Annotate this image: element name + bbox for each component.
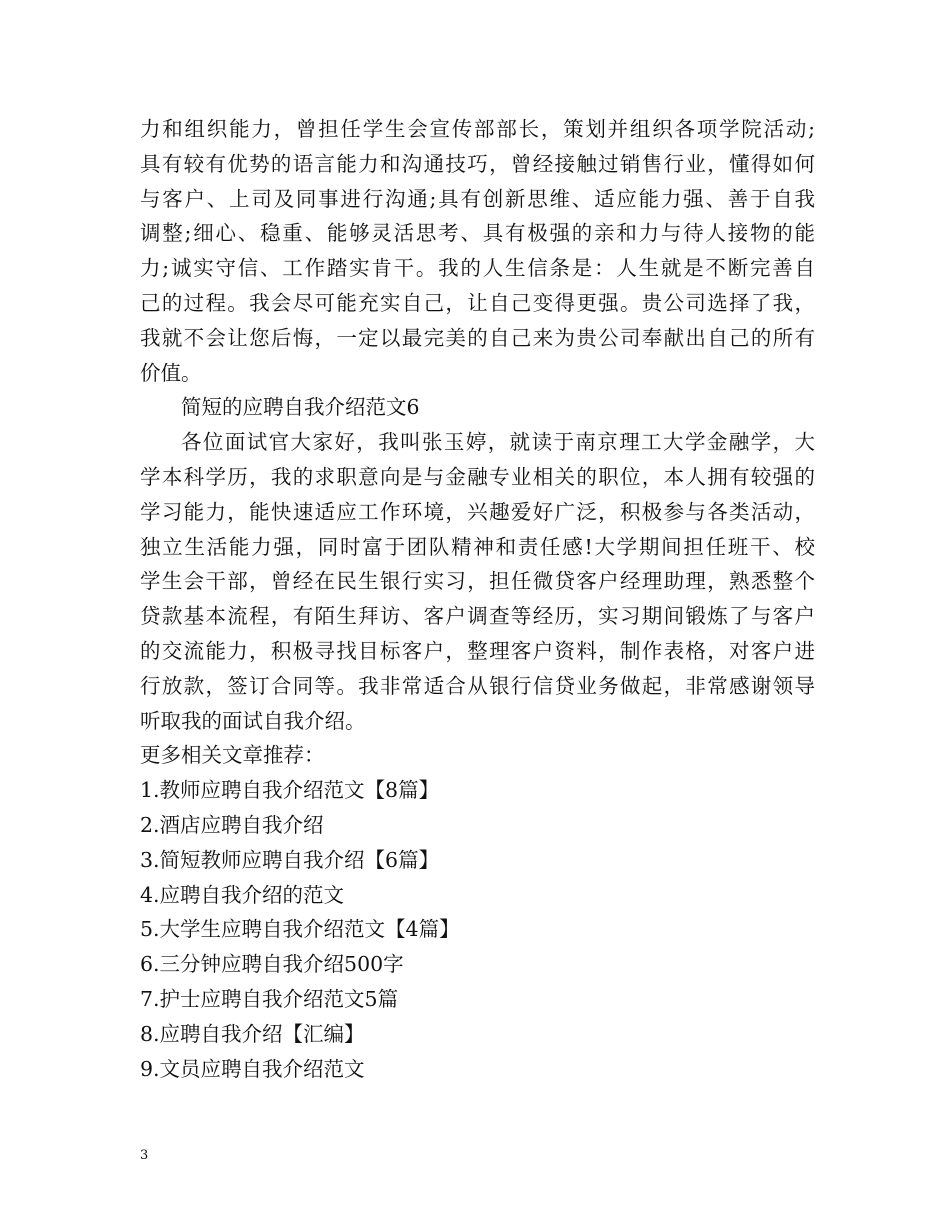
related-article-link[interactable]: 7.护士应聘自我介绍范文5篇 xyxy=(140,986,399,1011)
text-line: 各位面试官大家好，我叫张玉婷，就读于南京理工大学金融学，大 xyxy=(181,430,815,455)
text-line: 力和组织能力，曾担任学生会宣传部部长，策划并组织各项学院活动; xyxy=(140,117,815,141)
text-line: 与客户、上司及同事进行沟通;具有创新思维、适应能力强、善于自我 xyxy=(140,186,815,211)
text-line: 行放款，签订合同等。我非常适合从银行信贷业务做起，非常感谢领导 xyxy=(140,673,815,698)
related-articles-list xyxy=(140,773,815,1086)
related-article-link[interactable]: 5.大学生应聘自我介绍范文【4篇】 xyxy=(140,917,460,942)
related-heading: 更多相关文章推荐： xyxy=(140,743,325,768)
related-article-link[interactable]: 4.应聘自我介绍的范文 xyxy=(140,882,345,907)
text-line: 我就不会让您后悔，一定以最完美的自己来为贵公司奉献出自己的所有 xyxy=(140,325,815,350)
paragraph-continued xyxy=(140,112,815,390)
page-number: 3 xyxy=(140,1148,149,1163)
related-article-link[interactable]: 8.应聘自我介绍【汇编】 xyxy=(140,1021,365,1046)
text-line: 学本科学历，我的求职意向是与金融专业相关的职位，本人拥有较强的 xyxy=(140,464,815,489)
text-line: 听取我的面试自我介绍。 xyxy=(140,708,366,733)
related-article-link[interactable]: 9.文员应聘自我介绍范文 xyxy=(140,1056,365,1081)
text-line: 独立生活能力强，同时富于团队精神和责任感!大学期间担任班干、校 xyxy=(140,534,815,559)
related-article-link[interactable]: 6.三分钟应聘自我介绍500字 xyxy=(140,952,404,977)
related-article-link[interactable]: 3.简短教师应聘自我介绍【6篇】 xyxy=(140,847,440,872)
related-article-link[interactable]: 2.酒店应聘自我介绍 xyxy=(140,812,324,837)
text-line: 己的过程。我会尽可能充实自己，让自己变得更强。贵公司选择了我， xyxy=(140,290,815,315)
related-article-link[interactable]: 1.教师应聘自我介绍范文【8篇】 xyxy=(140,778,440,803)
document-page xyxy=(140,112,815,1086)
text-line: 贷款基本流程，有陌生拜访、客户调查等经历，实习期间锻炼了与客户 xyxy=(140,604,815,629)
text-line: 具有较有优势的语言能力和沟通技巧，曾经接触过销售行业，懂得如何 xyxy=(140,151,815,176)
text-line: 学习能力，能快速适应工作环境，兴趣爱好广泛，积极参与各类活动， xyxy=(140,499,815,524)
text-line: 学生会干部，曾经在民生银行实习，担任微贷客户经理助理，熟悉整个 xyxy=(140,569,815,594)
text-line: 调整;细心、稳重、能够灵活思考、具有极强的亲和力与待人接物的能 xyxy=(140,221,815,246)
text-line: 价值。 xyxy=(140,360,202,385)
paragraph-6 xyxy=(140,425,815,738)
text-line: 力;诚实守信、工作踏实肯干。我的人生信条是：人生就是不断完善自 xyxy=(140,256,815,281)
text-line: 的交流能力，积极寻找目标客户，整理客户资料，制作表格，对客户进 xyxy=(140,638,815,663)
section-title: 简短的应聘自我介绍范文6 xyxy=(181,395,420,420)
